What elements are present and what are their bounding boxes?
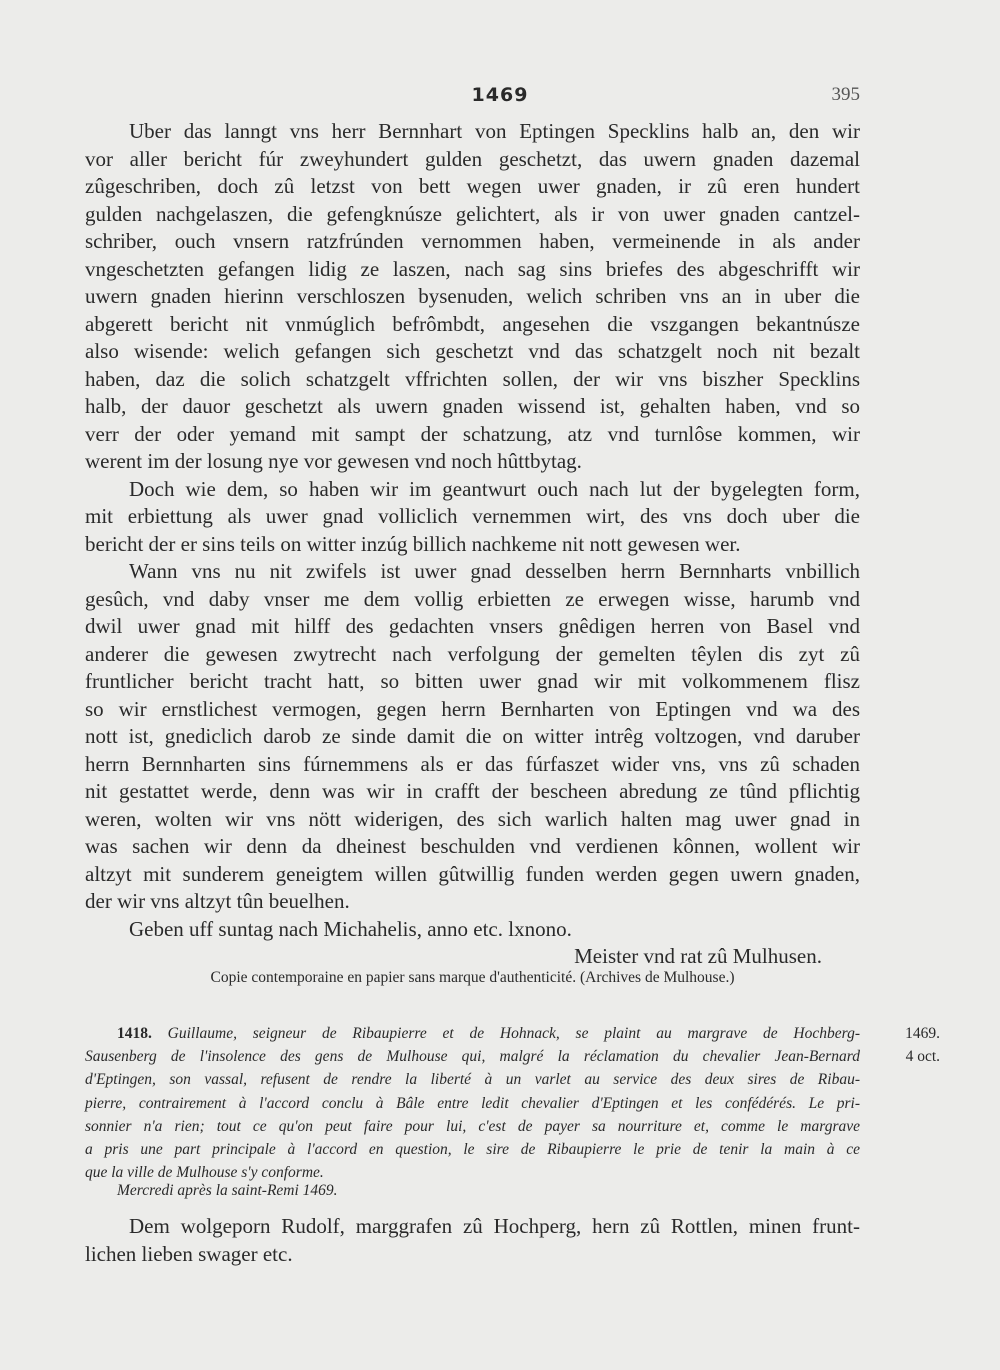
- regest-line: sonnier n'a rien; tout ce qu'on peut faire pour lui, c'est de payer sa nourriture et, comme le margrave: [85, 1117, 860, 1135]
- address-line: lichen lieben swager etc.: [85, 1241, 293, 1266]
- body-line: dwil uwer gnad mit hilff des gedachten vnsers gnêdigen herren von Basel vnd: [85, 614, 860, 638]
- body-line: also wisende: welich gefangen sich geschetzt vnd das schatzgelt noch nit bezalt: [85, 339, 860, 363]
- running-year-title: 1469: [471, 84, 529, 106]
- letter-body: [85, 118, 860, 971]
- signature-line: Meister vnd rat zû Mulhusen.: [574, 944, 822, 968]
- source-note: Copie contemporaine en papier sans marque d'authenticité. (Archives de Mulhouse.): [210, 969, 735, 986]
- body-line: anderer die gewesen zwytrecht nach verfolgung der gemelten têylen dis zyt zû: [85, 641, 860, 666]
- regest-line: que la ville de Mulhouse s'y conforme.: [85, 1164, 324, 1182]
- body-line: gesûch, vnd daby vnser me dem vollig erbietten ze erwegen wisse, harumb vnd: [85, 586, 860, 611]
- body-line: werent im der losung nye vor gewesen vnd noch hûttbytag.: [85, 449, 582, 473]
- body-line: mit erbiettung als uwer gnad volliclich vernemmen wirt, des vns doch uber die: [85, 504, 860, 528]
- body-line: haben, daz die solich schatzgelt vffrichten sollen, der wir vns biszher Specklins: [85, 366, 860, 391]
- body-line: halb, der dauor geschetzt als uwern gnaden wissend ist, gehalten haben, vnd so: [85, 394, 860, 418]
- regest-date: Mercredi après la saint-Remi 1469.: [117, 1182, 338, 1199]
- regest-summary: [85, 1022, 860, 1184]
- body-line: vor aller bericht fúr zweyhundert gulden geschetzt, das uwern gnaden dazemal: [85, 146, 860, 171]
- dating-clause: Geben uff suntag nach Michahelis, anno etc. lxnono.: [129, 916, 572, 941]
- body-line: vngeschetzten gefangen lidig ze laszen, nach sag sins briefes des abgeschrifft wir: [85, 256, 860, 281]
- body-line: abgerett bericht nit vnmúglich befrômbdt, angesehen die vszgangen bekantnúsze: [85, 311, 860, 336]
- regest-line-text: Guillaume, seigneur de Ribaupierre et de Hohnack, se plaint au margrave de Hochberg-: [167, 1025, 860, 1042]
- body-line: schriber, ouch vnsern ratzfrúnden vernommen haben, vermeinende in als ander: [85, 229, 860, 253]
- body-line: herrn Bernnharten sins fúrnemmens als er das fúrfaszet wider vns, vns zû schaden: [85, 751, 860, 776]
- address-block: [85, 1213, 860, 1268]
- body-line: Uber das lanngt vns herr Bernnhart von Eptingen Specklins halb an, den wir: [129, 119, 860, 143]
- regest-line: pierre, contrairement à l'accord conclu à Bâle entre ledit chevalier d'Eptingen et les confédérés. Le pri-: [85, 1094, 860, 1112]
- body-line: nott ist, gnediclich darob ze sinde damit die on witter intrêg voltzogen, vnd daruber: [85, 724, 860, 748]
- body-line: uwern gnaden hierinn verschloszen bysenuden, welich schriben vns an in uber die: [85, 284, 860, 308]
- page-header: [0, 84, 1000, 114]
- body-line: altzyt mit sunderem geneigtem willen gûtwillig funden werden gegen uwern gnaden,: [85, 861, 860, 886]
- margin-year: 1469.: [905, 1025, 940, 1042]
- regest-line: d'Eptingen, son vassal, refusent de rendre la liberté à un varlet au service des deux sires de Ribau-: [85, 1071, 860, 1089]
- body-line: zûgeschriben, doch zû letzst von bett wegen uwer gnaden, ir zû eren hundert: [85, 174, 860, 198]
- regest-line: Sausenberg de l'insolence des gens de Mulhouse qui, malgré la réclamation du chevalier Jean-Bernard: [85, 1048, 860, 1066]
- margin-day: 4 oct.: [905, 1048, 940, 1066]
- body-line: was sachen wir denn da dheinest beschulden vnd verdienen kônnen, wollent wir: [85, 834, 860, 858]
- page-number: 395: [831, 84, 860, 105]
- body-line: nit gestattet werde, denn was wir in crafft der bescheen abredung ze tûnd pflichtig: [85, 779, 860, 803]
- regest-line: [85, 1022, 860, 1045]
- address-line: Dem wolgeporn Rudolf, marggrafen zû Hochperg, hern zû Rottlen, minen frunt-: [129, 1214, 860, 1238]
- regest-line: a pris une part principale à l'accord en question, le sire de Ribaupierre le prie de tenir la main à ce: [85, 1140, 860, 1158]
- body-line: Wann vns nu nit zwifels ist uwer gnad desselben herrn Bernnharts vnbillich: [129, 559, 860, 583]
- body-line: verr der oder yemand mit sampt der schatzung, atz vnd turnlôse kommen, wir: [85, 421, 860, 446]
- document-number: 1418.: [117, 1025, 152, 1042]
- body-line: der wir vns altzyt tûn beuelhen.: [85, 889, 350, 913]
- body-line: so wir ernstlichest vermogen, gegen herrn Bernharten von Eptingen vnd wa des: [85, 696, 860, 721]
- body-line: Doch wie dem, so haben wir im geantwurt ouch nach lut der bygelegten form,: [129, 476, 860, 501]
- body-line: fruntlicher bericht tracht hatt, so bitten uwer gnad wir mit volkommenem flisz: [85, 669, 860, 693]
- margin-date: [880, 1022, 940, 1068]
- body-line: weren, wolten wir vns nött widerigen, des sich warlich halten mag uwer gnad in: [85, 806, 860, 831]
- body-line: gulden nachgelaszen, die gefengknúsze gelichtert, als ir von uwer gnaden cantzel-: [85, 201, 860, 226]
- body-line: bericht der er sins teils on witter inzúg billich nachkeme nit nott gewesen wer.: [85, 531, 741, 556]
